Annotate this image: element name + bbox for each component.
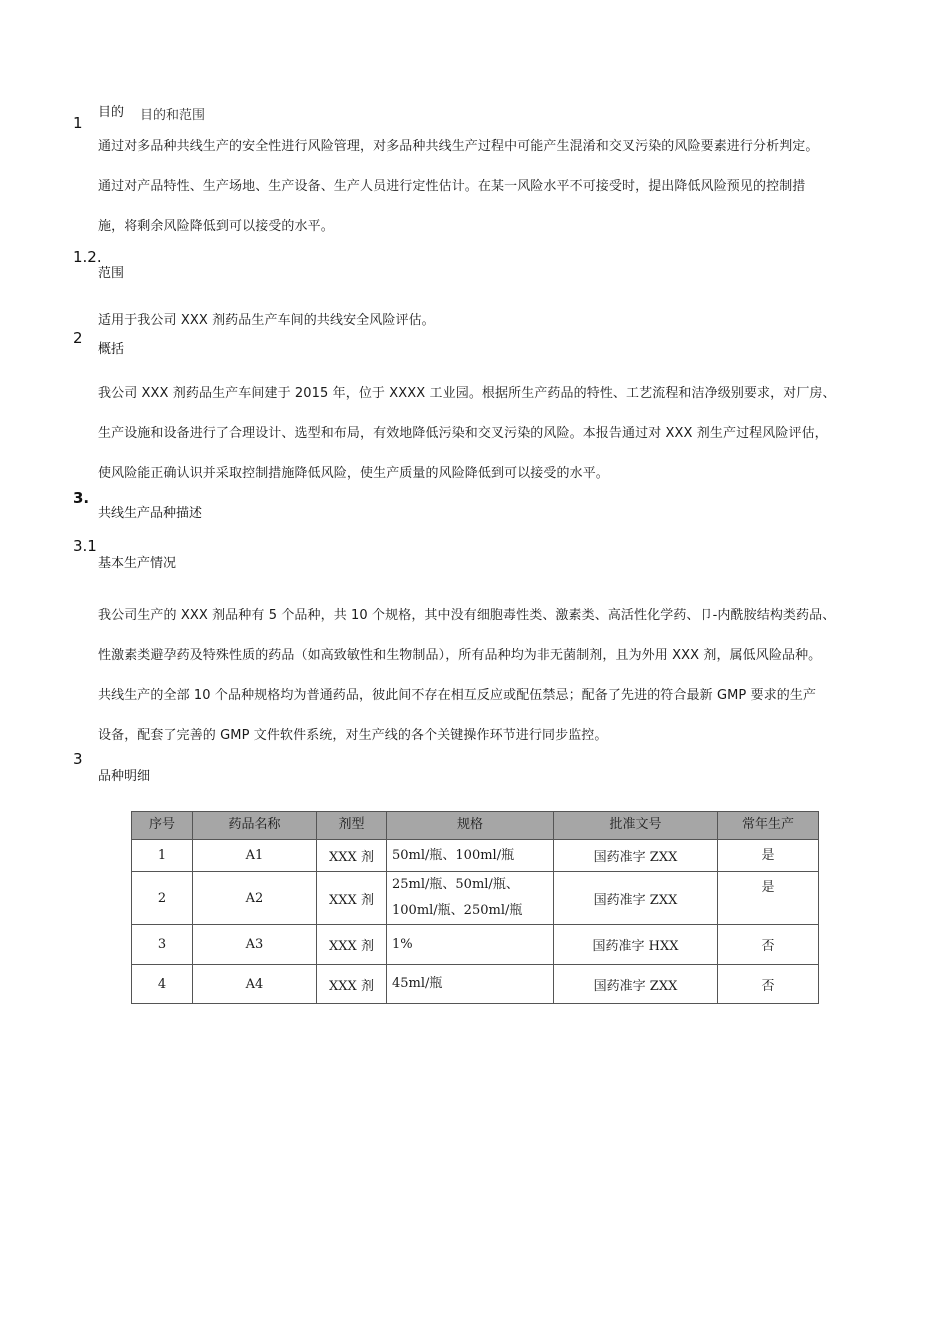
cell-no: 3: [132, 925, 193, 965]
section-1-2-number: 1.2.: [73, 248, 102, 266]
cell-approval: 国药准字 ZXX: [554, 840, 718, 872]
production-line-4: 设备，配套了完善的 GMP 文件软件系统，对生产线的各个关键操作环节进行同步监控。: [98, 728, 608, 743]
cell-approval: 国药准字 ZXX: [554, 965, 718, 1004]
cell-name: A2: [193, 872, 317, 925]
table-row: [132, 925, 819, 965]
purpose-paragraph-2-line-2: 施，将剩余风险降低到可以接受的水平。: [98, 219, 334, 234]
cell-no: 4: [132, 965, 193, 1004]
section-1-title: 目的: [98, 105, 125, 120]
section-3-2-number: 3: [73, 750, 83, 768]
section-3-1-title: 基本生产情况: [98, 556, 177, 571]
overview-line-2: 生产设施和设备进行了合理设计、选型和布局，有效地降低污染和交叉污染的风险。本报告通过对 XXX 剂生产过程风险评估，: [98, 426, 828, 441]
section-1-2-title: 范围: [98, 266, 125, 281]
section-1-number: 1: [73, 114, 83, 132]
cell-form: XXX 剂: [317, 965, 387, 1004]
cell-name: A3: [193, 925, 317, 965]
purpose-paragraph-1: 通过对多品种共线生产的安全性进行风险管理，对多品种共线生产过程中可能产生混淆和交叉污染的风险要素进行分析判定。: [98, 139, 819, 154]
table-row: [132, 840, 819, 872]
overview-line-3: 使风险能正确认识并采取控制措施降低风险，使生产质量的风险降低到可以接受的水平。: [98, 466, 609, 481]
cell-no: 1: [132, 840, 193, 872]
production-line-1: 我公司生产的 XXX 剂品种有 5 个品种，共 10 个规格，其中没有细胞毒性类、激素类、高活性化学药、卩-内酰胺结构类药品、: [98, 608, 836, 623]
cell-form: XXX 剂: [317, 872, 387, 925]
section-1-title-overlay: 目的和范围: [140, 108, 206, 123]
cell-annual: 是: [718, 840, 819, 872]
cell-spec-line: 100ml/瓶、250ml/瓶: [392, 903, 523, 918]
header-name: 药品名称: [193, 812, 317, 840]
cell-form: XXX 剂: [317, 840, 387, 872]
header-annual: 常年生产: [718, 812, 819, 840]
cell-annual: 否: [718, 925, 819, 965]
header-approval: 批准文号: [554, 812, 718, 840]
cell-spec: [387, 925, 554, 965]
cell-spec: [387, 965, 554, 1004]
cell-spec: [387, 840, 554, 872]
header-no: 序号: [132, 812, 193, 840]
header-form: 剂型: [317, 812, 387, 840]
section-3-number: 3.: [73, 489, 90, 507]
cell-approval: 国药准字 ZXX: [554, 872, 718, 925]
table-header-row: [132, 812, 819, 840]
section-3-2-title: 品种明细: [98, 769, 151, 784]
cell-spec-line: 25ml/瓶、50ml/瓶、: [392, 877, 519, 892]
cell-name: A1: [193, 840, 317, 872]
cell-form: XXX 剂: [317, 925, 387, 965]
purpose-paragraph-2-line-1: 通过对产品特性、生产场地、生产设备、生产人员进行定性估计。在某一风险水平不可接受时，提出降低风险预见的控制措: [98, 179, 806, 194]
cell-annual: 是: [718, 872, 819, 925]
section-2-number: 2: [73, 329, 83, 347]
product-table: [131, 811, 819, 1004]
scope-paragraph: 适用于我公司 XXX 剂药品生产车间的共线安全风险评估。: [98, 313, 435, 328]
cell-spec-line: 1%: [392, 936, 413, 952]
header-spec: 规格: [387, 812, 554, 840]
table-row: [132, 965, 819, 1004]
section-3-1-number: 3.1: [73, 537, 97, 555]
cell-spec-line: 45ml/瓶: [392, 976, 443, 991]
cell-spec: [387, 872, 554, 925]
section-2-title: 概括: [98, 342, 125, 357]
production-line-2: 性激素类避孕药及特殊性质的药品（如高致敏性和生物制品），所有品种均为非无菌制剂，且为外用 XXX 剂，属低风险品种。: [98, 648, 822, 663]
cell-annual: 否: [718, 965, 819, 1004]
cell-name: A4: [193, 965, 317, 1004]
cell-approval: 国药准字 HXX: [554, 925, 718, 965]
cell-spec-line: 50ml/瓶、100ml/瓶: [392, 847, 515, 863]
cell-no: 2: [132, 872, 193, 925]
overview-line-1: 我公司 XXX 剂药品生产车间建于 2015 年，位于 XXXX 工业园。根据所生产药品的特性、工艺流程和洁净级别要求，对厂房、: [98, 386, 836, 401]
production-line-3: 共线生产的全部 10 个品种规格均为普通药品，彼此间不存在相互反应或配伍禁忌；配备了先进的符合最新 GMP 要求的生产: [98, 688, 817, 703]
section-3-title: 共线生产品种描述: [98, 506, 203, 521]
table-row: [132, 872, 819, 925]
